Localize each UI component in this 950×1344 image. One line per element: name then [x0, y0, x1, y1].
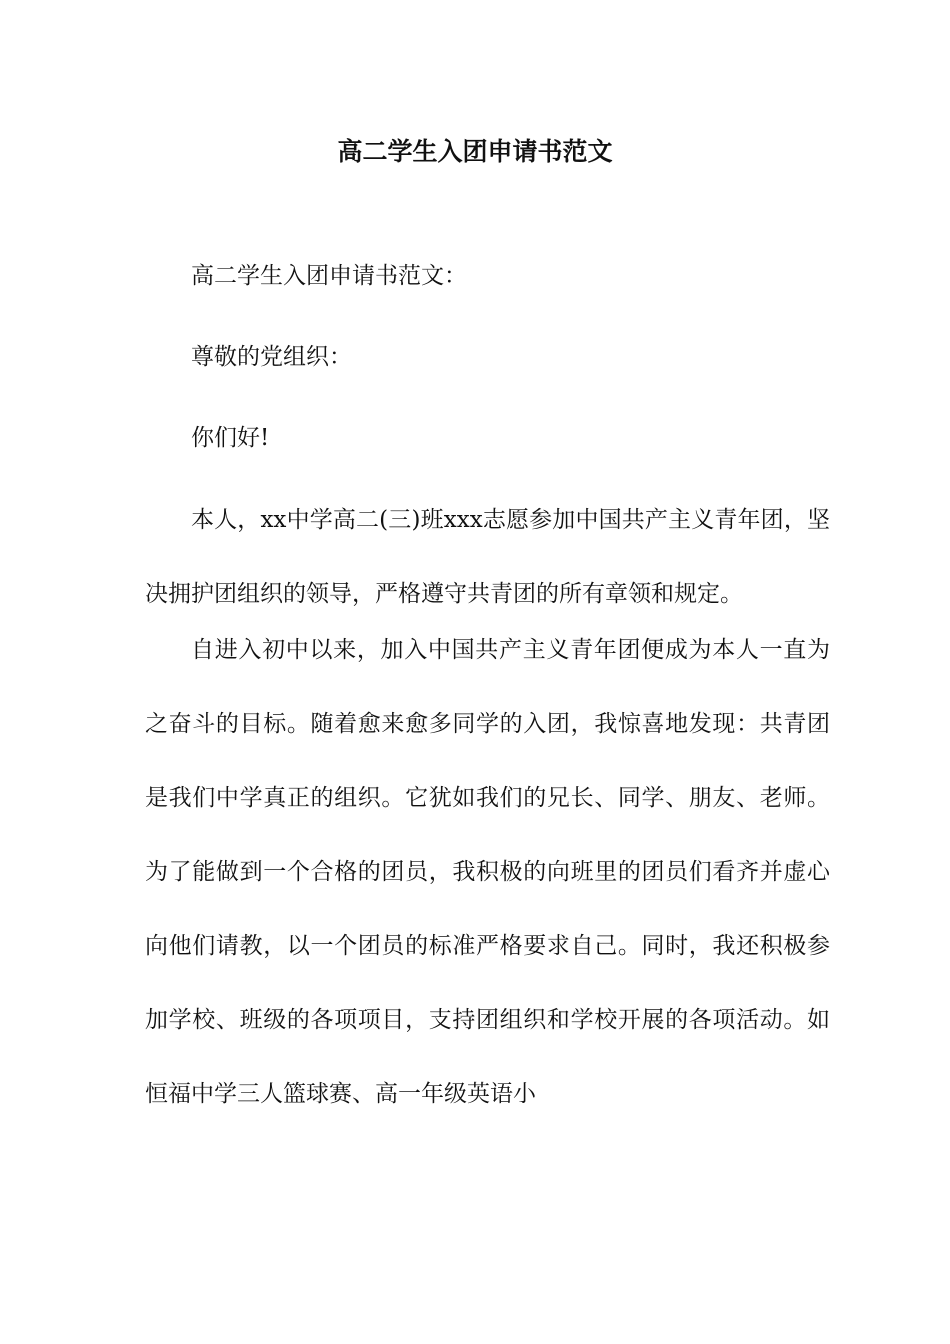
- greeting-heading: 高二学生入团申请书范文：: [191, 263, 467, 289]
- paragraph-intent: 本人，xx中学高二(三)班xxx志愿参加中国共产主义青年团，坚决拥护团组织的领导，严格遵守共青团的所有章领和规定。: [145, 507, 830, 607]
- salutation: 尊敬的党组织：: [191, 344, 352, 370]
- greeting: 你们好!: [191, 425, 270, 451]
- document-body: [145, 258, 830, 1131]
- document-title: 高二学生入团申请书范文: [337, 137, 613, 166]
- paragraph-experience: 自进入初中以来，加入中国共产主义青年团便成为本人一直为之奋斗的目标。随着愈来愈多同学的入团，我惊喜地发现：共青团是我们中学真正的组织。它犹如我们的兄长、同学、朋友、老师。为了能做到一个合格的团员，我积极的向班里的团员们看齐并虚心向他们请教，以一个团员的标准严格要求自己。同时，我还积极参加学校、班级的各项项目，支持团组织和学校开展的各项活动。如恒福中学三人篮球赛、高一年级英语小: [145, 637, 830, 1107]
